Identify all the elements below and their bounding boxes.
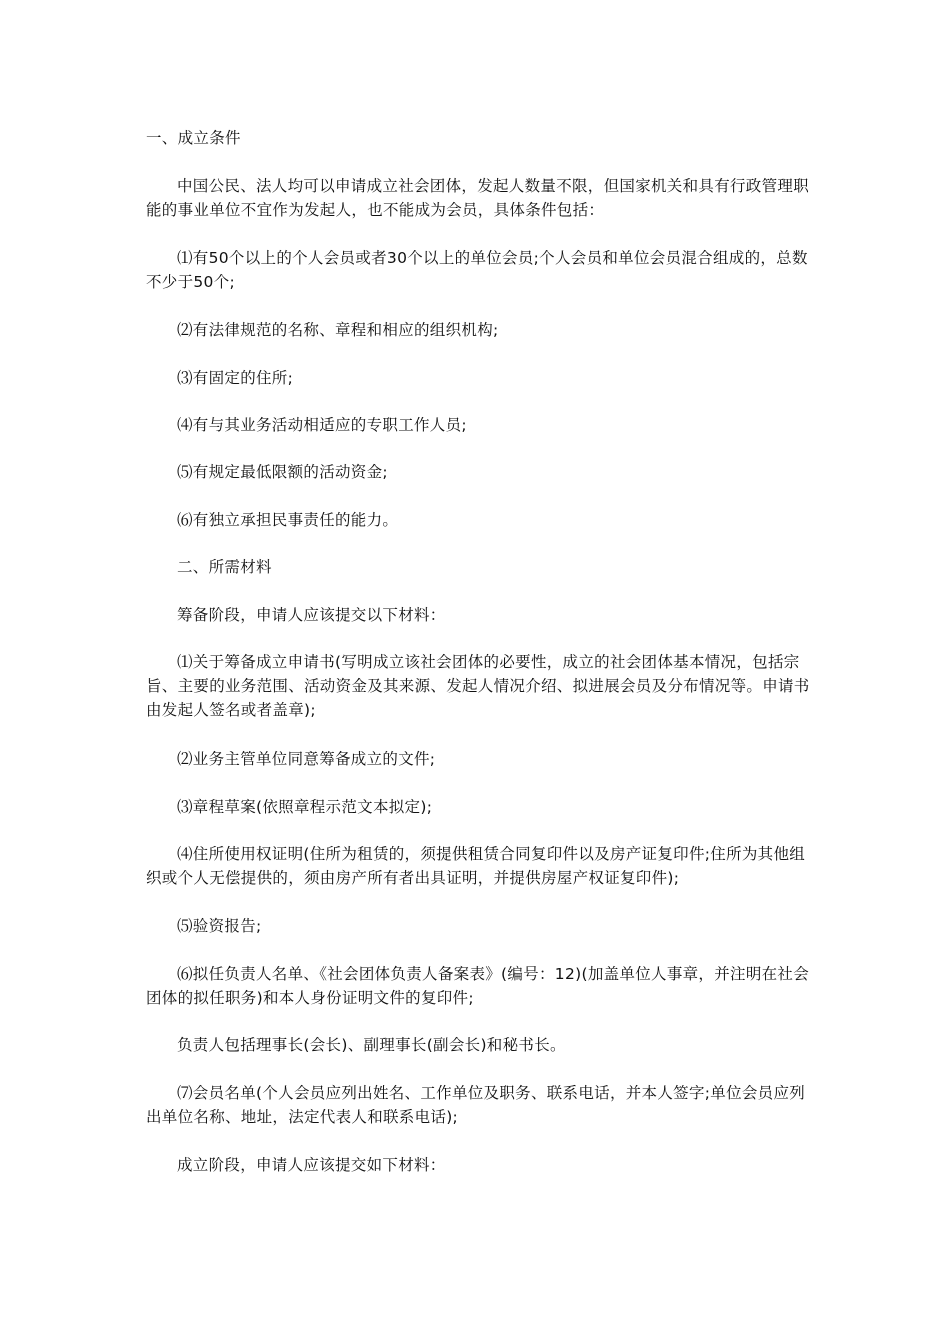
list-item-material-3: ⑶章程草案(依照章程示范文本拟定); [177,798,433,816]
list-item-condition-6: ⑹有独立承担民事责任的能力。 [177,511,399,529]
list-item-condition-1: ⑴有50个以上的个人会员或者30个以上的单位会员;个人会员和单位会员混合组成的，总数不少于50个; [146,249,808,291]
list-item-material-5: ⑸验资报告; [177,917,262,935]
paragraph-intro: 中国公民、法人均可以申请成立社会团体，发起人数量不限，但国家机关和具有行政管理职能的事业单位不宜作为发起人，也不能成为会员，具体条件包括： [146,177,810,219]
list-item-condition-5: ⑸有规定最低限额的活动资金; [177,463,388,481]
list-item-condition-2: ⑵有法律规范的名称、章程和相应的组织机构; [177,321,499,339]
paragraph-preparation-stage: 筹备阶段，申请人应该提交以下材料： [177,606,446,624]
list-item-material-7: ⑺会员名单(个人会员应列出姓名、工作单位及职务、联系电话，并本人签字;单位会员应列出单位名称、地址，法定代表人和联系电话); [146,1084,806,1126]
list-item-material-1: ⑴关于筹备成立申请书(写明成立该社会团体的必要性，成立的社会团体基本情况，包括宗旨、主要的业务范围、活动资金及其来源、发起人情况介绍、拟进展会员及分布情况等。申请书由发起人签名或者盖章); [146,653,810,719]
paragraph-establishment-stage: 成立阶段，申请人应该提交如下材料： [177,1156,446,1174]
list-item-condition-3: ⑶有固定的住所; [177,369,294,387]
section-heading-conditions: 一、成立条件 [146,129,241,147]
list-item-material-4: ⑷住所使用权证明(住所为租赁的，须提供租赁合同复印件以及房产证复印件;住所为其他组织或个人无偿提供的，须由房产所有者出具证明，并提供房屋产权证复印件); [146,845,806,887]
section-heading-materials: 二、所需材料 [177,558,272,576]
list-item-condition-4: ⑷有与其业务活动相适应的专职工作人员; [177,416,467,434]
list-item-material-2: ⑵业务主管单位同意筹备成立的文件; [177,750,436,768]
paragraph-responsible-persons: 负责人包括理事长(会长)、副理事长(副会长)和秘书长。 [177,1036,566,1054]
list-item-material-6: ⑹拟任负责人名单、《社会团体负责人备案表》(编号：12)(加盖单位人事章，并注明在社会团体的拟任职务)和本人身份证明文件的复印件; [146,965,810,1007]
